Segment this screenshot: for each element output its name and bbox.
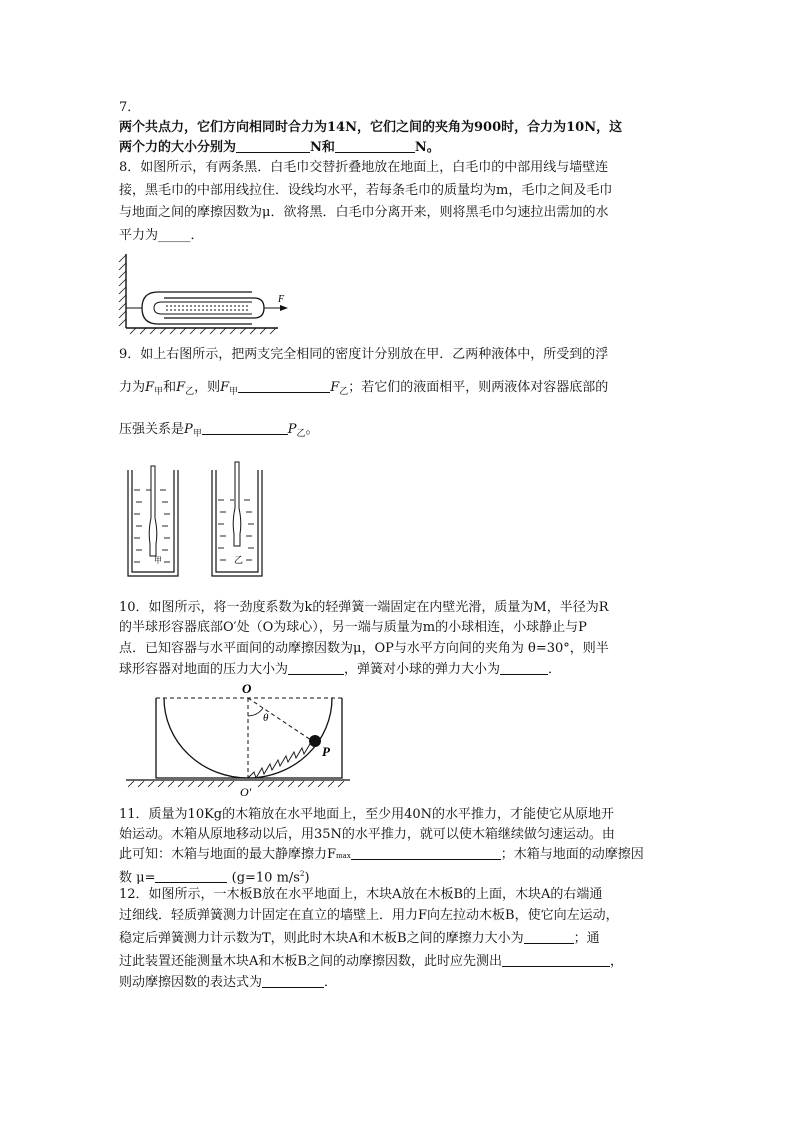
q12-text-f: ． [324, 975, 338, 990]
q12-line-1: 12．如图所示，一木板B放在水平地面上，木块A放在木板B的上面，木块A的右端通 [119, 887, 603, 902]
q11-line-2: 始运动。木箱从原地移动以后，用35N的水平推力，就可以使木箱继续做匀速运动。由 [119, 827, 615, 842]
q7-text-a: 两个力的大小分别为 [119, 140, 237, 155]
q8-line-3: 与地面之间的摩擦因数为μ．欲将黑．白毛巾分离开来，则将黑毛巾匀速拉出需加的水 [119, 205, 609, 220]
q8-line-4: 平力为_____． [119, 228, 204, 243]
q12-blank-3[interactable] [262, 973, 324, 988]
q7-blank-2[interactable] [335, 138, 415, 153]
q10-blank-2[interactable] [500, 660, 548, 675]
q12-text-d: ， [609, 954, 623, 969]
q10-line-3: 点．已知容器与水平面间的动摩擦因数为μ，OP与水平方向间的夹角为 θ=30°，则半 [119, 641, 609, 656]
q10-blank-1[interactable] [288, 660, 344, 675]
q9-P-yi: P [287, 422, 297, 437]
q9-text-end: 。 [305, 422, 319, 437]
q12-line-2: 过细线．轻质弹簧测力计固定在直立的墙壁上．用力F向左拉动木板B，使它向左运动， [119, 908, 619, 923]
q9-sub-jia: 甲 [154, 387, 164, 397]
q7-text-c: N。 [414, 140, 440, 155]
q10-text-c: ． [548, 662, 562, 677]
q9-text-a: 力为 [119, 380, 146, 395]
q8-line-1: 8．如图所示，有两条黑．白毛巾交替折叠地放在地面上，白毛巾的中部用线与墙壁连 [119, 160, 609, 175]
q12-line-3 [119, 929, 600, 948]
q11-sub-max: max [336, 852, 351, 860]
q12-text-b: ；通 [573, 931, 600, 946]
q9-line-3 [119, 420, 319, 444]
q9-line-2 [119, 378, 608, 402]
q11-text-d: (g=10 m/s [227, 870, 300, 886]
q12-text-e: 则动摩擦因数的表达式为 [119, 975, 263, 990]
q10-text-b: ，弹簧对小球的弹力大小为 [344, 662, 501, 677]
q9-F-jia-2: F [220, 380, 230, 395]
q9-sub-yi-2: 乙 [339, 387, 349, 397]
q9-sub-p-yi: 乙 [296, 429, 306, 439]
q9-P-jia: P [184, 422, 193, 437]
q11-line-4 [119, 865, 310, 887]
q12-line-4 [119, 952, 623, 971]
q9-F-yi: F [176, 380, 186, 395]
q9-F-yi-2: F [330, 380, 340, 395]
q12-blank-1[interactable] [524, 929, 574, 944]
q9-text-c: ；若它们的液面相平，则两液体对容器底部的 [348, 380, 609, 395]
q9-blank-1[interactable] [238, 378, 330, 393]
q11-text-c: 数 μ= [119, 870, 156, 886]
q9-text-d: 压强关系是 [119, 422, 185, 437]
q7-blank-1[interactable] [236, 138, 310, 153]
beaker-1-label: 甲 [154, 556, 162, 565]
hydrometer-diagram [122, 462, 270, 582]
q12-text-c: 过此装置还能测量木块A和木板B之间的动摩擦因数，此时应先测出 [119, 954, 502, 969]
q11-sup: 2 [299, 870, 305, 878]
q9-text-b: ，则 [194, 380, 221, 395]
q10-text-a: 球形容器对地面的压力大小为 [119, 662, 289, 677]
q9-sub-p-jia: 甲 [192, 429, 202, 439]
q9-F-jia: F [145, 380, 155, 395]
q11-text-b: ；木箱与地面的动摩擦因 [500, 847, 644, 862]
q11-line-3 [119, 845, 644, 866]
q7-number: 7． [119, 100, 141, 115]
q11-line-1: 11．质量为10Kg的木箱放在水平地面上，至少用40N的水平推力，才能使它从原地开 [119, 807, 615, 822]
q9-blank-2[interactable] [202, 420, 288, 435]
q11-text-e: ) [304, 870, 310, 886]
label-O-prime: O′ [240, 785, 252, 799]
towel-diagram [118, 250, 298, 342]
q12-text-a: 稳定后弹簧测力计示数为T，则此时木块A和木板B之间的摩擦力大小为 [119, 931, 524, 946]
q12-line-5 [119, 973, 337, 992]
q8-line-2: 接，黑毛巾的中部用线拉住．设线均水平，若每条毛巾的质量均为m，毛巾之间及毛巾 [119, 183, 613, 198]
q10-line-4 [119, 660, 561, 679]
q9-sub-jia-2: 甲 [229, 387, 239, 397]
q11-blank-2[interactable] [155, 868, 227, 883]
label-P: P [322, 744, 330, 759]
label-O: O [242, 681, 252, 696]
label-theta: θ [263, 712, 269, 724]
q12-blank-2[interactable] [502, 952, 610, 967]
q9-line-1: 9．如上右图所示，把两支完全相同的密度计分别放在甲．乙两种液体中，所受到的浮 [119, 347, 609, 362]
beaker-2-label: 乙 [234, 555, 244, 565]
q7-line-1: 两个共点力，它们方向相同时合力为14N，它们之间的夹角为900时，合力为10N，这 [119, 120, 623, 135]
q11-blank-1[interactable] [351, 845, 501, 860]
q7-text-b: N和 [310, 140, 335, 155]
q10-line-2: 的半球形容器底部O′处（O为球心），另一端与质量为m的小球相连，小球静止与P [119, 620, 587, 635]
hemisphere-diagram [122, 680, 354, 798]
towel-force-label: F [278, 294, 285, 305]
q10-line-1: 10．如图所示，将一劲度系数为k的轻弹簧一端固定在内壁光滑，质量为M，半径为R [119, 600, 609, 615]
q7-line-2 [119, 138, 440, 157]
q9-text-he: 和 [163, 380, 177, 395]
q11-text-a: 此可知：木箱与地面的最大静摩擦力F [119, 847, 337, 862]
q9-sub-yi: 乙 [185, 387, 195, 397]
